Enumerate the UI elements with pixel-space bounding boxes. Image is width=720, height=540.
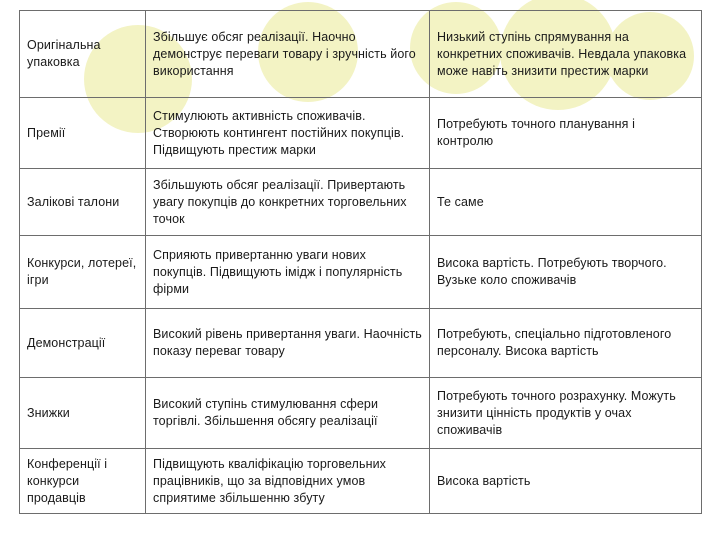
method-name-cell: Оригінальна упаковка	[20, 11, 146, 98]
advantages-cell: Збільшують обсяг реалізації. Привертають увагу покупців до конкретних торговельних точок	[146, 169, 430, 236]
disadvantages-cell: Низький ступінь спрямування на конкретних споживачів. Невдала упаковка може навіть знизити престиж марки	[430, 11, 702, 98]
disadvantages-cell: Потребують точного розрахунку. Можуть знизити цінність продуктів у очах споживачів	[430, 378, 702, 449]
table-row	[20, 98, 702, 169]
disadvantages-cell: Потребують, спеціально підготовленого персоналу. Висока вартість	[430, 309, 702, 378]
table-row	[20, 169, 702, 236]
table-row	[20, 236, 702, 309]
disadvantages-cell: Висока вартість	[430, 449, 702, 514]
advantages-cell: Сприяють привертанню уваги нових покупців. Підвищують імідж і популярність фірми	[146, 236, 430, 309]
method-name-cell: Конференції і конкурси продавців	[20, 449, 146, 514]
advantages-cell: Стимулюють активність споживачів. Створюють контингент постійних покупців. Підвищують престиж марки	[146, 98, 430, 169]
table-row	[20, 449, 702, 514]
table-row	[20, 378, 702, 449]
advantages-cell: Підвищують кваліфікацію торговельних працівників, що за відповідних умов сприятиме збільшенню збуту	[146, 449, 430, 514]
advantages-cell: Збільшує обсяг реалізації. Наочно демонструє переваги товару і зручність його використання	[146, 11, 430, 98]
advantages-cell: Високий рівень привертання уваги. Наочність показу переваг товару	[146, 309, 430, 378]
table-row	[20, 309, 702, 378]
method-name-cell: Демонстрації	[20, 309, 146, 378]
method-name-cell: Конкурси, лотереї, ігри	[20, 236, 146, 309]
promotion-methods-table	[19, 10, 702, 514]
disadvantages-cell: Те саме	[430, 169, 702, 236]
advantages-cell: Високий ступінь стимулювання сфери торгівлі. Збільшення обсягу реалізації	[146, 378, 430, 449]
disadvantages-cell: Висока вартість. Потребують творчого. Вузьке коло споживачів	[430, 236, 702, 309]
method-name-cell: Знижки	[20, 378, 146, 449]
method-name-cell: Премії	[20, 98, 146, 169]
table-row	[20, 11, 702, 98]
disadvantages-cell: Потребують точного планування і контролю	[430, 98, 702, 169]
method-name-cell: Залікові талони	[20, 169, 146, 236]
